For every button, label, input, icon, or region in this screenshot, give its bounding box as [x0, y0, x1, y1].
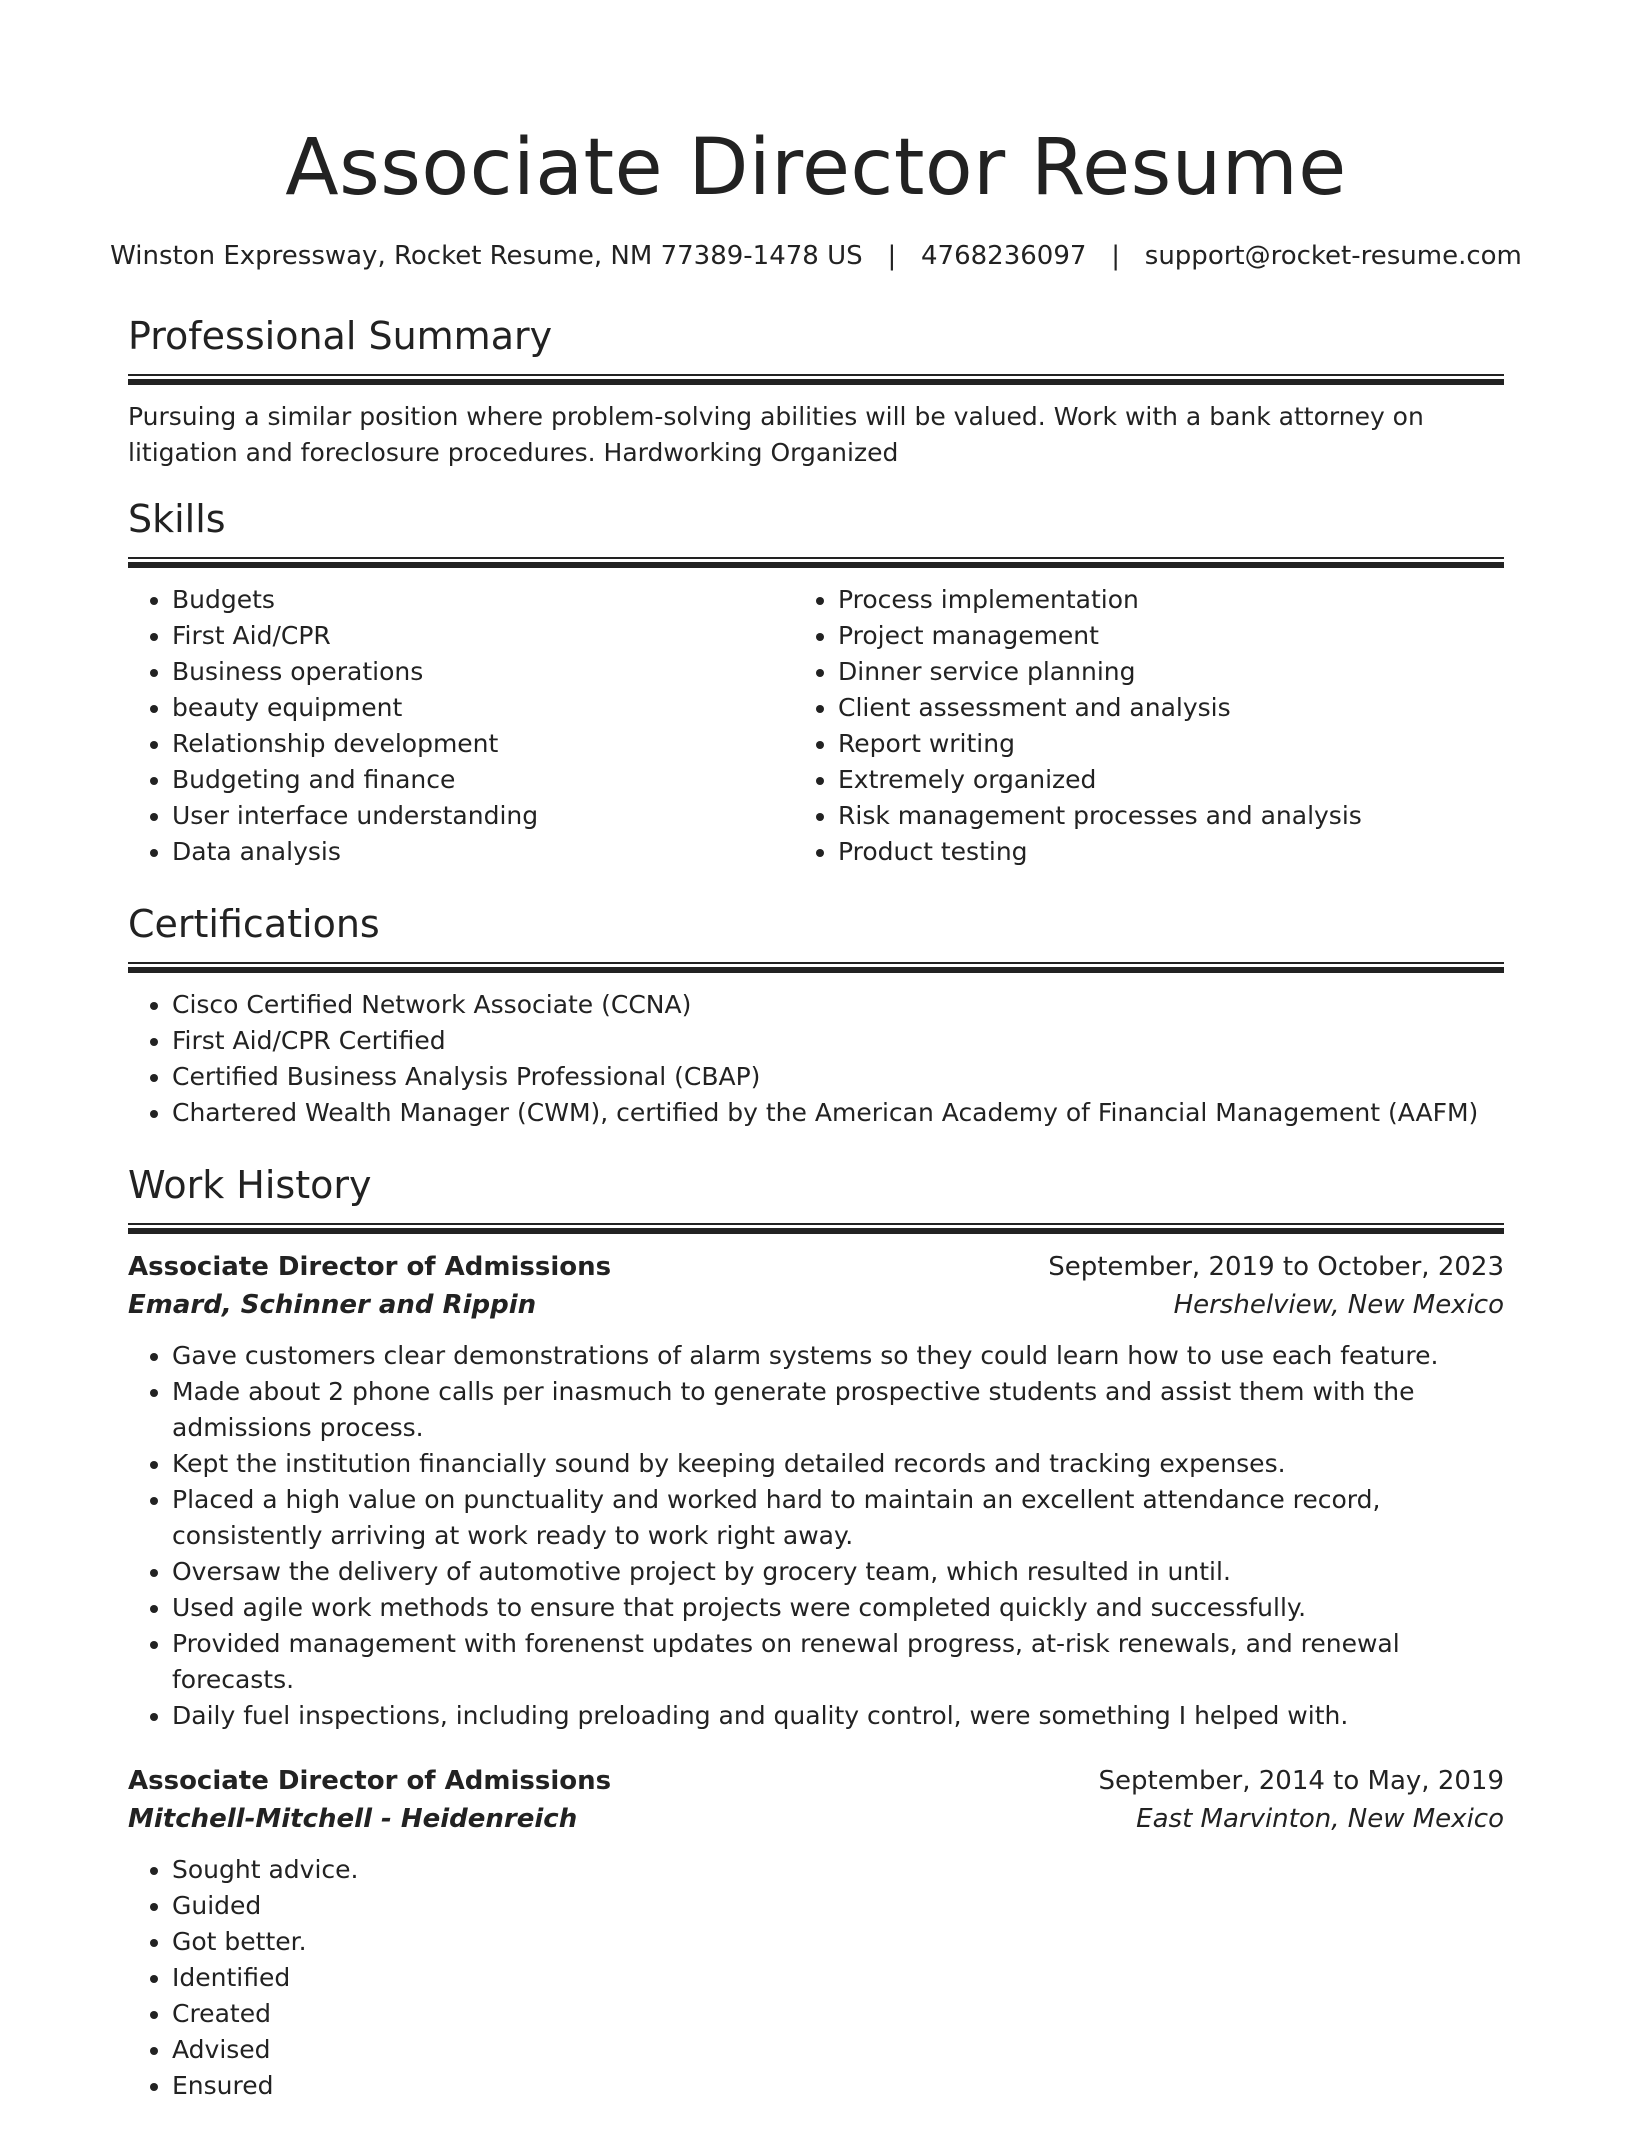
job-bullet: • Provided management with forenenst updates on renewal progress, at-risk renewals, and renewal forecasts. [172, 1626, 1504, 1698]
page-title: Associate Director Resume [285, 123, 1347, 213]
job-title: Associate Director of Admissions [128, 1252, 612, 1282]
skill-item: • Extremely organized [838, 762, 1504, 798]
contact-email: support@rocket-resume.com [1144, 241, 1522, 271]
skill-item: • Budgeting and finance [172, 762, 838, 798]
job-bullet: • Ensured [172, 2068, 1504, 2104]
certification-item: • Cisco Certified Network Associate (CCNA) [172, 987, 1504, 1023]
certifications-list [128, 987, 1504, 1131]
contact-line [0, 236, 1632, 276]
skill-item: • Budgets [172, 582, 838, 618]
contact-address: Winston Expressway, Rocket Resume, NM 77389-1478 US [110, 241, 863, 271]
section-heading: Professional Summary [128, 314, 553, 358]
section-heading: Certifications [128, 902, 380, 946]
contact-phone: 4768236097 [921, 241, 1087, 271]
contact-separator: | [1111, 241, 1120, 271]
job-bullets [128, 1852, 1504, 2104]
job-bullet: • Placed a high value on punctuality and worked hard to maintain an excellent attendance record, consistently arriving at work ready to work right away. [172, 1482, 1504, 1554]
job-dates: September, 2014 to May, 2019 [1098, 1766, 1504, 1796]
job-bullet: • Oversaw the delivery of automotive project by grocery team, which resulted in until. [172, 1554, 1504, 1590]
certifications-section [128, 896, 1504, 1131]
section-divider [128, 374, 1504, 385]
job-location: Hershelview, New Mexico [1173, 1290, 1504, 1320]
job-company: Emard, Schinner and Rippin [128, 1290, 537, 1320]
skill-item: • Product testing [838, 834, 1504, 870]
section-divider [128, 1223, 1504, 1234]
skill-item: • Business operations [172, 654, 838, 690]
skills-right-list [838, 582, 1504, 870]
section-heading: Skills [128, 497, 226, 541]
job-bullet: • Got better. [172, 1924, 1504, 1960]
skills-section [128, 491, 1504, 896]
job-bullet: • Gave customers clear demonstrations of alarm systems so they could learn how to use each feature. [172, 1338, 1504, 1374]
skills-columns [128, 582, 1504, 896]
skill-item: • First Aid/CPR [172, 618, 838, 654]
skill-item: • Project management [838, 618, 1504, 654]
skills-left-list [128, 582, 838, 870]
job-location: East Marvinton, New Mexico [1136, 1804, 1504, 1834]
job-bullet: • Kept the institution financially sound by keeping detailed records and tracking expenses. [172, 1446, 1504, 1482]
skill-item: • Risk management processes and analysis [838, 798, 1504, 834]
job-header-row [128, 1762, 1504, 1800]
job-title: Associate Director of Admissions [128, 1766, 612, 1796]
job-bullet: • Identified [172, 1960, 1504, 1996]
summary-text: Pursuing a similar position where problem-solving abilities will be valued. Work with a bank attorney on litigation and foreclosure procedures. Hardworking Organized [128, 402, 1424, 467]
section-heading: Work History [128, 1163, 372, 1207]
skill-item: • Data analysis [172, 834, 838, 870]
work-history-section [128, 1157, 1504, 2104]
skill-item: • beauty equipment [172, 690, 838, 726]
job-bullets [128, 1338, 1504, 1734]
skill-item: • Dinner service planning [838, 654, 1504, 690]
skill-item: • Report writing [838, 726, 1504, 762]
job-bullet: • Created [172, 1996, 1504, 2032]
certification-item: • Certified Business Analysis Professional (CBAP) [172, 1059, 1504, 1095]
skill-item: • Relationship development [172, 726, 838, 762]
skill-item: • Process implementation [838, 582, 1504, 618]
section-divider [128, 557, 1504, 568]
job-subheader-row [128, 1800, 1504, 1838]
job-entry [128, 1762, 1504, 2104]
job-entry [128, 1248, 1504, 1734]
section-divider [128, 962, 1504, 973]
certification-item: • First Aid/CPR Certified [172, 1023, 1504, 1059]
resume-body [128, 308, 1504, 2132]
skill-item: • User interface understanding [172, 798, 838, 834]
job-bullet: • Made about 2 phone calls per inasmuch to generate prospective students and assist them with the admissions process. [172, 1374, 1504, 1446]
job-subheader-row [128, 1286, 1504, 1324]
job-dates: September, 2019 to October, 2023 [1048, 1252, 1504, 1282]
job-header-row [128, 1248, 1504, 1286]
job-bullet: • Used agile work methods to ensure that projects were completed quickly and successfully. [172, 1590, 1504, 1626]
job-bullet: • Sought advice. [172, 1852, 1504, 1888]
job-bullet: • Guided [172, 1888, 1504, 1924]
skill-item: • Client assessment and analysis [838, 690, 1504, 726]
job-company: Mitchell-Mitchell - Heidenreich [128, 1804, 578, 1834]
job-bullet: • Advised [172, 2032, 1504, 2068]
contact-separator: | [887, 241, 897, 271]
summary-section [128, 308, 1504, 471]
certification-item: • Chartered Wealth Manager (CWM), certified by the American Academy of Financial Management (AAFM) [172, 1095, 1504, 1131]
job-bullet: • Daily fuel inspections, including preloading and quality control, were something I helped with. [172, 1698, 1504, 1734]
